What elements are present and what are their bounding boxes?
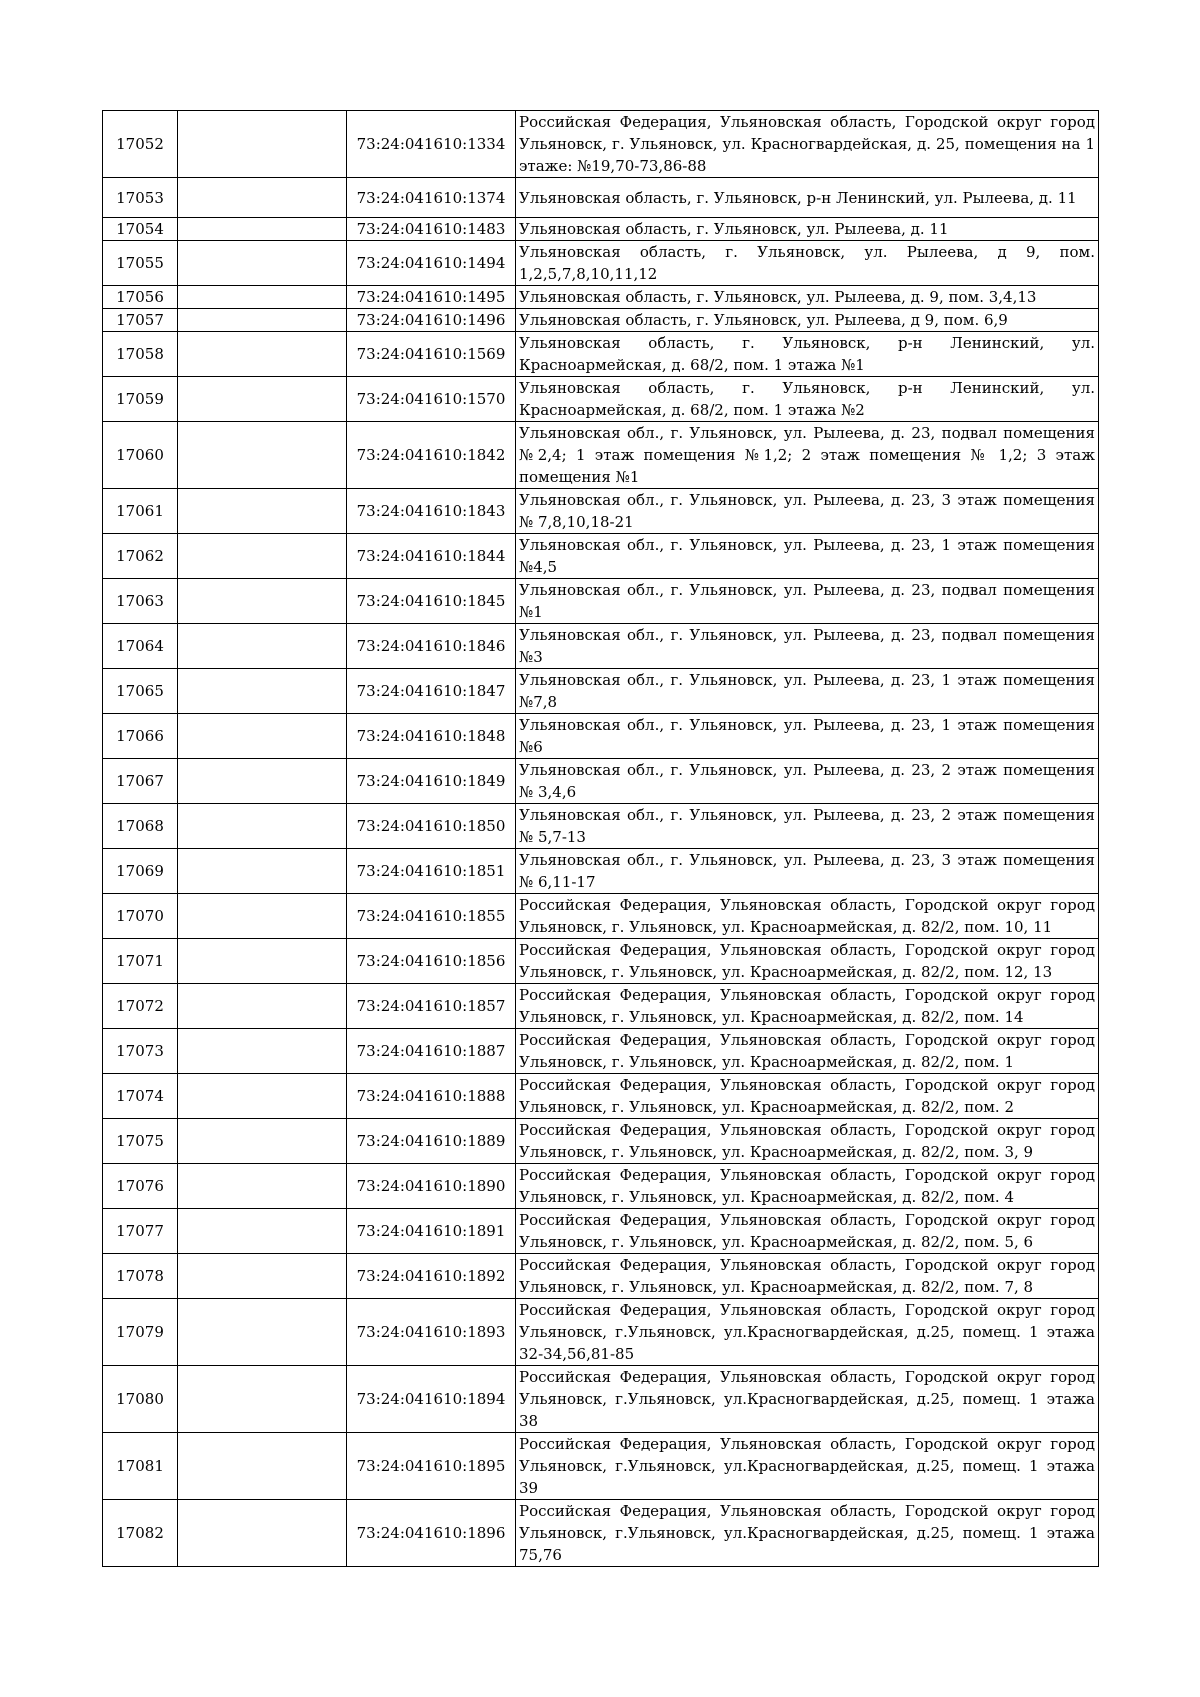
empty-cell [178,489,347,534]
address-cell: Российская Федерация, Ульяновская область, Городской округ город Ульяновск, г. Ульяновск, ул. Красноармейская, д. 82/2, пом. 2 [516,1074,1099,1119]
cadastral-number-cell: 73:24:041610:1843 [347,489,516,534]
empty-cell [178,377,347,422]
cadastral-number-cell: 73:24:041610:1893 [347,1299,516,1366]
record-number-cell: 17060 [103,422,178,489]
address-cell: Ульяновская область, г. Ульяновск, р-н Ленинский, ул. Красноармейская, д. 68/2, пом. 1 этажа №1 [516,332,1099,377]
address-cell: Российская Федерация, Ульяновская область, Городской округ город Ульяновск, г. Ульяновск, ул. Красноармейская, д. 82/2, пом. 3, 9 [516,1119,1099,1164]
address-cell: Российская Федерация, Ульяновская область, Городской округ город Ульяновск, г. Ульяновск, ул. Красноармейская, д. 82/2, пом. 4 [516,1164,1099,1209]
record-number-cell: 17066 [103,714,178,759]
record-number-cell: 17059 [103,377,178,422]
record-number-cell: 17079 [103,1299,178,1366]
record-number-cell: 17067 [103,759,178,804]
empty-cell [178,1500,347,1567]
table-row [103,804,1099,849]
table-row [103,939,1099,984]
address-cell: Ульяновская обл., г. Ульяновск, ул. Рылеева, д. 23, 2 этаж помещения № 3,4,6 [516,759,1099,804]
address-cell: Ульяновская обл., г. Ульяновск, ул. Рылеева, д. 23, 1 этаж помещения №4,5 [516,534,1099,579]
table-row [103,309,1099,332]
cadastral-number-cell: 73:24:041610:1855 [347,894,516,939]
address-cell: Ульяновская область, г. Ульяновск, ул. Рылеева, д. 9, пом. 3,4,13 [516,286,1099,309]
empty-cell [178,939,347,984]
table-row [103,534,1099,579]
record-number-cell: 17080 [103,1366,178,1433]
cadastral-number-cell: 73:24:041610:1894 [347,1366,516,1433]
address-cell: Ульяновская обл., г. Ульяновск, ул. Рылеева, д. 23, подвал помещения №1 [516,579,1099,624]
empty-cell [178,1074,347,1119]
address-cell: Российская Федерация, Ульяновская область, Городской округ город Ульяновск, г. Ульяновск, ул. Красноармейская, д. 82/2, пом. 12, 13 [516,939,1099,984]
address-cell: Ульяновская область, г. Ульяновск, ул. Рылеева, д 9, пом. 6,9 [516,309,1099,332]
table-row [103,984,1099,1029]
address-cell: Российская Федерация, Ульяновская область, Городской округ город Ульяновск, г. Ульяновск, ул. Красноармейская, д. 82/2, пом. 10, 11 [516,894,1099,939]
address-cell: Российская Федерация, Ульяновская область, Городской округ город Ульяновск, г.Ульяновск, ул.Красногвардейская, д.25, помещ. 1 этажа 75,76 [516,1500,1099,1567]
empty-cell [178,1119,347,1164]
table-row [103,1074,1099,1119]
cadastral-number-cell: 73:24:041610:1570 [347,377,516,422]
record-number-cell: 17078 [103,1254,178,1299]
record-number-cell: 17082 [103,1500,178,1567]
cadastral-number-cell: 73:24:041610:1569 [347,332,516,377]
address-cell: Российская Федерация, Ульяновская область, Городской округ город Ульяновск, г.Ульяновск, ул.Красногвардейская, д.25, помещ. 1 этажа 32-34,56,81-85 [516,1299,1099,1366]
cadastral-number-cell: 73:24:041610:1890 [347,1164,516,1209]
empty-cell [178,894,347,939]
record-number-cell: 17076 [103,1164,178,1209]
empty-cell [178,309,347,332]
address-cell: Ульяновская область, г. Ульяновск, р-н Ленинский, ул. Рылеева, д. 11 [516,178,1099,218]
cadastral-number-cell: 73:24:041610:1892 [347,1254,516,1299]
empty-cell [178,1164,347,1209]
table-row [103,1164,1099,1209]
address-cell: Российская Федерация, Ульяновская область, Городской округ город Ульяновск, г. Ульяновск, ул. Красноармейская, д. 82/2, пом. 14 [516,984,1099,1029]
cadastral-number-cell: 73:24:041610:1847 [347,669,516,714]
address-cell: Российская Федерация, Ульяновская область, Городской округ город Ульяновск, г.Ульяновск, ул.Красногвардейская, д.25, помещ. 1 этажа 39 [516,1433,1099,1500]
table-row [103,1500,1099,1567]
cadastral-number-cell: 73:24:041610:1496 [347,309,516,332]
record-number-cell: 17081 [103,1433,178,1500]
cadastral-number-cell: 73:24:041610:1889 [347,1119,516,1164]
empty-cell [178,218,347,241]
cadastral-number-cell: 73:24:041610:1495 [347,286,516,309]
record-number-cell: 17065 [103,669,178,714]
record-number-cell: 17070 [103,894,178,939]
record-number-cell: 17063 [103,579,178,624]
record-number-cell: 17074 [103,1074,178,1119]
table-row [103,1433,1099,1500]
registry-table [102,110,1099,1567]
table-row [103,669,1099,714]
record-number-cell: 17052 [103,111,178,178]
cadastral-number-cell: 73:24:041610:1334 [347,111,516,178]
table-row [103,489,1099,534]
record-number-cell: 17071 [103,939,178,984]
cadastral-number-cell: 73:24:041610:1887 [347,1029,516,1074]
table-row [103,422,1099,489]
address-cell: Ульяновская область, г. Ульяновск, р-н Ленинский, ул. Красноармейская, д. 68/2, пом. 1 этажа №2 [516,377,1099,422]
table-row [103,849,1099,894]
empty-cell [178,286,347,309]
table-row [103,241,1099,286]
table-row [103,1209,1099,1254]
address-cell: Российская Федерация, Ульяновская область, Городской округ город Ульяновск, г. Ульяновск, ул. Красногвардейская, д. 25, помещения на 1 этаже: №19,70-73,86-88 [516,111,1099,178]
cadastral-number-cell: 73:24:041610:1494 [347,241,516,286]
record-number-cell: 17077 [103,1209,178,1254]
cadastral-number-cell: 73:24:041610:1896 [347,1500,516,1567]
table-row [103,377,1099,422]
table-row [103,218,1099,241]
cadastral-number-cell: 73:24:041610:1856 [347,939,516,984]
table-row [103,759,1099,804]
table-row [103,178,1099,218]
table-row [103,579,1099,624]
empty-cell [178,669,347,714]
table-row [103,1254,1099,1299]
empty-cell [178,241,347,286]
empty-cell [178,534,347,579]
address-cell: Российская Федерация, Ульяновская область, Городской округ город Ульяновск, г. Ульяновск, ул. Красноармейская, д. 82/2, пом. 7, 8 [516,1254,1099,1299]
empty-cell [178,1299,347,1366]
record-number-cell: 17056 [103,286,178,309]
cadastral-number-cell: 73:24:041610:1483 [347,218,516,241]
empty-cell [178,849,347,894]
address-cell: Ульяновская обл., г. Ульяновск, ул. Рылеева, д. 23, 3 этаж помещения № 7,8,10,18-21 [516,489,1099,534]
empty-cell [178,624,347,669]
table-row [103,714,1099,759]
record-number-cell: 17061 [103,489,178,534]
empty-cell [178,111,347,178]
table-row [103,1029,1099,1074]
cadastral-number-cell: 73:24:041610:1888 [347,1074,516,1119]
empty-cell [178,579,347,624]
record-number-cell: 17058 [103,332,178,377]
empty-cell [178,178,347,218]
table-row [103,286,1099,309]
address-cell: Ульяновская обл., г. Ульяновск, ул. Рылеева, д. 23, 1 этаж помещения №6 [516,714,1099,759]
registry-body [103,111,1099,1567]
cadastral-number-cell: 73:24:041610:1844 [347,534,516,579]
empty-cell [178,332,347,377]
empty-cell [178,714,347,759]
empty-cell [178,1209,347,1254]
record-number-cell: 17055 [103,241,178,286]
record-number-cell: 17053 [103,178,178,218]
record-number-cell: 17068 [103,804,178,849]
table-row [103,1299,1099,1366]
table-row [103,1119,1099,1164]
record-number-cell: 17057 [103,309,178,332]
address-cell: Ульяновская обл., г. Ульяновск, ул. Рылеева, д. 23, 3 этаж помещения № 6,11-17 [516,849,1099,894]
table-row [103,894,1099,939]
record-number-cell: 17073 [103,1029,178,1074]
empty-cell [178,759,347,804]
record-number-cell: 17064 [103,624,178,669]
table-row [103,111,1099,178]
record-number-cell: 17075 [103,1119,178,1164]
address-cell: Российская Федерация, Ульяновская область, Городской округ город Ульяновск, г. Ульяновск, ул. Красноармейская, д. 82/2, пом. 1 [516,1029,1099,1074]
cadastral-number-cell: 73:24:041610:1851 [347,849,516,894]
record-number-cell: 17062 [103,534,178,579]
empty-cell [178,1433,347,1500]
cadastral-number-cell: 73:24:041610:1848 [347,714,516,759]
table-row [103,624,1099,669]
empty-cell [178,1254,347,1299]
address-cell: Ульяновская обл., г. Ульяновск, ул. Рылеева, д. 23, 1 этаж помещения №7,8 [516,669,1099,714]
table-row [103,332,1099,377]
cadastral-number-cell: 73:24:041610:1850 [347,804,516,849]
cadastral-number-cell: 73:24:041610:1857 [347,984,516,1029]
address-cell: Российская Федерация, Ульяновская область, Городской округ город Ульяновск, г. Ульяновск, ул. Красноармейская, д. 82/2, пом. 5, 6 [516,1209,1099,1254]
empty-cell [178,804,347,849]
address-cell: Ульяновская обл., г. Ульяновск, ул. Рылеева, д. 23, подвал помещения №2,4; 1 этаж помещения №1,2; 2 этаж помещения № 1,2; 3 этаж помещения №1 [516,422,1099,489]
address-cell: Ульяновская обл., г. Ульяновск, ул. Рылеева, д. 23, подвал помещения №3 [516,624,1099,669]
cadastral-number-cell: 73:24:041610:1891 [347,1209,516,1254]
record-number-cell: 17054 [103,218,178,241]
address-cell: Ульяновская область, г. Ульяновск, ул. Рылеева, д 9, пом. 1,2,5,7,8,10,11,12 [516,241,1099,286]
record-number-cell: 17069 [103,849,178,894]
empty-cell [178,1366,347,1433]
cadastral-number-cell: 73:24:041610:1895 [347,1433,516,1500]
cadastral-number-cell: 73:24:041610:1374 [347,178,516,218]
cadastral-number-cell: 73:24:041610:1842 [347,422,516,489]
cadastral-number-cell: 73:24:041610:1846 [347,624,516,669]
cadastral-number-cell: 73:24:041610:1849 [347,759,516,804]
record-number-cell: 17072 [103,984,178,1029]
empty-cell [178,984,347,1029]
address-cell: Российская Федерация, Ульяновская область, Городской округ город Ульяновск, г.Ульяновск, ул.Красногвардейская, д.25, помещ. 1 этажа 38 [516,1366,1099,1433]
address-cell: Ульяновская область, г. Ульяновск, ул. Рылеева, д. 11 [516,218,1099,241]
empty-cell [178,1029,347,1074]
empty-cell [178,422,347,489]
address-cell: Ульяновская обл., г. Ульяновск, ул. Рылеева, д. 23, 2 этаж помещения № 5,7-13 [516,804,1099,849]
cadastral-number-cell: 73:24:041610:1845 [347,579,516,624]
table-row [103,1366,1099,1433]
